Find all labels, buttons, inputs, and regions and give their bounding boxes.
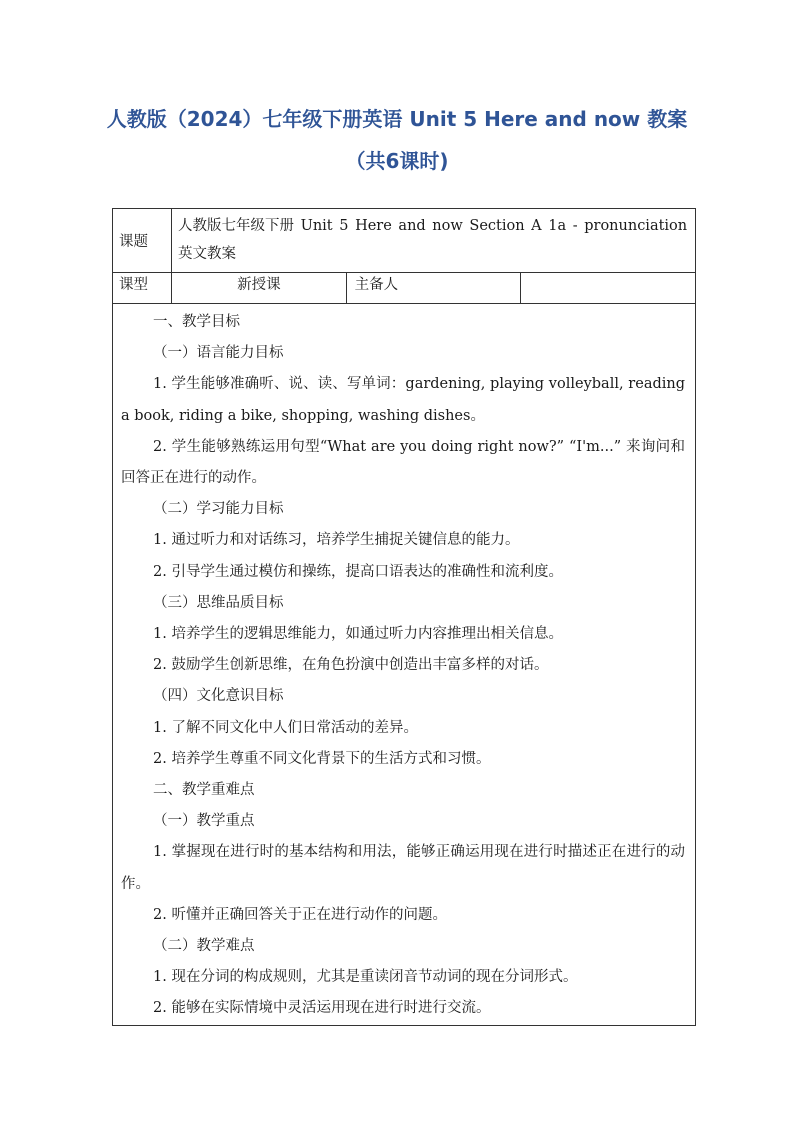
- owner-value: [521, 273, 696, 304]
- section-heading: 一、教学目标: [153, 314, 240, 330]
- content-item: 2. 引导学生通过模仿和操练，提高口语表达的准确性和流利度。: [153, 563, 563, 580]
- topic-value: 人教版七年级下册 Unit 5 Here and now Section A 1a - pronunciation 英文教案: [178, 218, 688, 262]
- subsection-heading: （一）语言能力目标: [153, 345, 284, 362]
- content-item: 1. 通过听力和对话练习，培养学生捕捉关键信息的能力。: [153, 532, 520, 549]
- owner-label: 主备人: [346, 273, 521, 304]
- subsection-heading: （一）教学重点: [153, 813, 255, 830]
- section-heading: 二、教学重难点: [153, 782, 255, 799]
- subsection-heading: （四）文化意识目标: [153, 688, 284, 705]
- content-item: 1. 现在分词的构成规则，尤其是重读闭音节动词的现在分词形式。: [153, 969, 578, 986]
- content-item: 2. 能够在实际情境中灵活运用现在进行时进行交流。: [153, 1000, 491, 1017]
- subsection-heading: （三）思维品质目标: [153, 594, 284, 611]
- content-item: 1. 培养学生的逻辑思维能力，如通过听力内容推理出相关信息。: [153, 626, 563, 643]
- content-item: 1. 掌握现在进行时的基本结构和用法，能够正确运用现在进行时描述正在进行的动作。: [121, 844, 685, 892]
- subsection-heading: （二）教学难点: [153, 938, 255, 955]
- type-label: 课型: [113, 273, 172, 304]
- document-title: 人教版（2024）七年级下册英语 Unit 5 Here and now 教案（共6课时): [106, 107, 688, 173]
- topic-value-cell: [172, 209, 696, 273]
- content-item: 2. 听懂并正确回答关于正在进行动作的问题。: [153, 906, 447, 923]
- content-item: 2. 培养学生尊重不同文化背景下的生活方式和习惯。: [153, 750, 491, 767]
- topic-row: [113, 209, 696, 273]
- teaching-content: [121, 307, 685, 1025]
- topic-label: 课题: [113, 209, 172, 273]
- content-item: 1. 了解不同文化中人们日常活动的差异。: [153, 719, 418, 736]
- content-item: 1. 学生能够准确听、说、读、写单词：gardening, playing volleyball, reading a book, riding a bike, shopping, washing dishes。: [121, 376, 685, 424]
- type-row: [113, 273, 696, 304]
- content-item: 2. 学生能够熟练运用句型“What are you doing right now?” “I'm...” 来询问和回答正在进行的动作。: [121, 438, 685, 487]
- content-row: [113, 304, 696, 1026]
- subsection-heading: （二）学习能力目标: [153, 501, 284, 518]
- lesson-plan-table: [112, 208, 696, 1026]
- content-cell: [113, 304, 696, 1026]
- content-item: 2. 鼓励学生创新思维，在角色扮演中创造出丰富多样的对话。: [153, 657, 549, 674]
- type-value: 新授课: [172, 273, 347, 304]
